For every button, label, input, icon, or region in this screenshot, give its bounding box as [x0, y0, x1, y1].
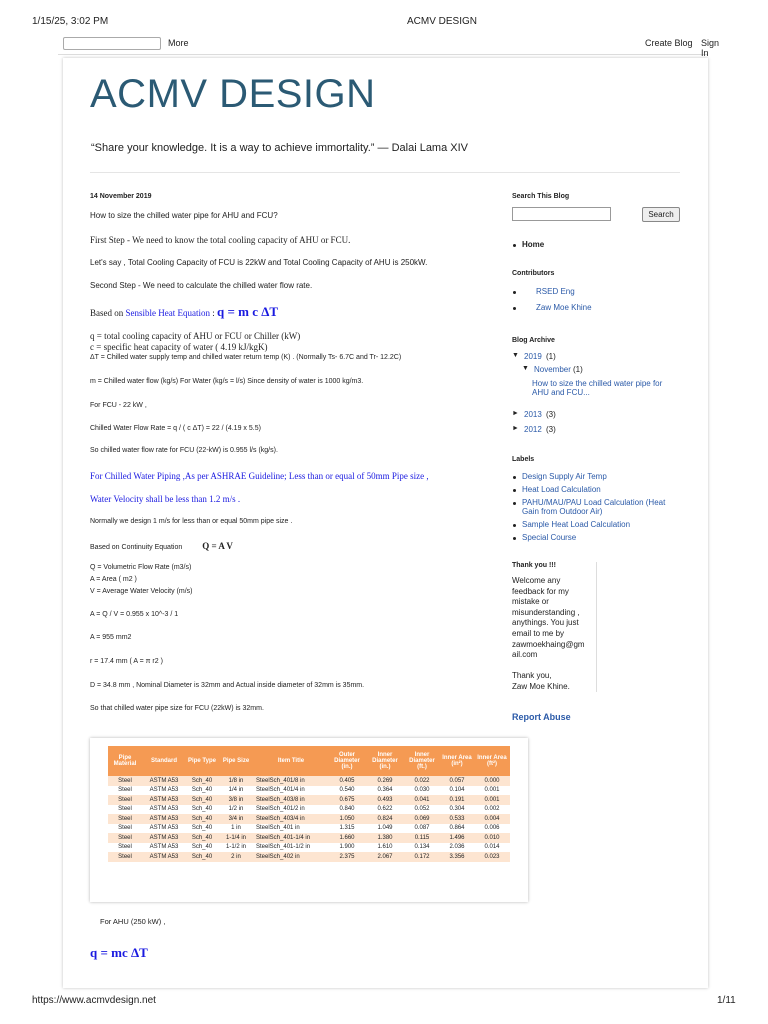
pipe-table-header-cell: Pipe Material — [108, 746, 142, 776]
search-widget-title: Search This Blog — [512, 193, 570, 200]
pipe-table-cell: 0.364 — [366, 786, 404, 796]
create-blog-link[interactable]: Create Blog — [645, 38, 693, 48]
bullet-icon — [513, 537, 516, 540]
more-link[interactable]: More — [168, 38, 189, 48]
pipe-table-cell: SteelSch_401 in — [254, 824, 328, 834]
pipe-table-header-cell: Standard — [142, 746, 186, 776]
pipe-table-cell: 0.041 — [404, 795, 440, 805]
conclusion: So that chilled water pipe size for FCU (22kW) is 32mm. — [90, 705, 264, 712]
pipe-table-cell: ASTM A53 — [142, 805, 186, 815]
sign-in-link[interactable]: Sign In — [701, 38, 720, 58]
normally-design: Normally we design 1 m/s for less than or equal 50mm pipe size . — [90, 518, 293, 525]
pipe-table-cell: Steel — [108, 776, 142, 786]
pipe-table-cell: 0.030 — [404, 786, 440, 796]
bullet-icon — [513, 307, 516, 310]
pipe-table-cell: ASTM A53 — [142, 786, 186, 796]
thanks-line: mistake or — [512, 597, 549, 607]
bullet-icon — [513, 291, 516, 294]
pipe-table-cell: 1.496 — [440, 833, 474, 843]
pipe-table-cell: 0.405 — [328, 776, 366, 786]
bullet-icon — [513, 489, 516, 492]
search-button[interactable]: Search — [642, 207, 680, 222]
labels-title: Labels — [512, 456, 535, 463]
post-lets-say: Let's say , Total Cooling Capacity of FCU is 22kW and Total Cooling Capacity of AHU is 250kW. — [90, 258, 428, 267]
pipe-table-row — [108, 776, 510, 786]
pipe-table-cell: Steel — [108, 833, 142, 843]
continuity-text: Based on Continuity Equation — [90, 544, 183, 551]
pipe-table-cell: Steel — [108, 795, 142, 805]
pipe-table-row — [108, 786, 510, 796]
label-link[interactable]: Sample Heat Load Calculation — [522, 520, 631, 529]
blog-description: “Share your knowledge. It is a way to achieve immortality.” — Dalai Lama XIV — [91, 142, 469, 154]
pipe-table-cell: 0.104 — [440, 786, 474, 796]
pipe-size-table — [108, 746, 510, 862]
pipe-table-cell: SteelSch_403/8 in — [254, 795, 328, 805]
pipe-table-image[interactable] — [90, 738, 528, 902]
pipe-table-header-cell: Inner Diameter (in.) — [366, 746, 404, 776]
print-doc-title: ACMV DESIGN — [407, 16, 478, 27]
label-link[interactable]: Special Course — [522, 533, 577, 542]
pipe-table-cell: 3/4 in — [218, 814, 254, 824]
thanks-line: feedback for my — [512, 586, 569, 596]
pipe-table-cell: ASTM A53 — [142, 843, 186, 853]
bullet-icon — [513, 476, 516, 479]
archive-2012-link[interactable]: 2012 — [524, 425, 542, 434]
thanks-line: anythings. You just — [512, 618, 579, 628]
archive-title: Blog Archive — [512, 337, 555, 344]
pipe-table-cell: 0.010 — [474, 833, 510, 843]
ashrae-guideline-1: For Chilled Water Piping ,As per ASHRAE Guideline; Less than or equal of 50mm Pipe size , — [90, 471, 429, 481]
pipe-table-cell: Steel — [108, 786, 142, 796]
heat-equation: q = m c ΔT — [217, 304, 279, 319]
post-date: 14 November 2019 — [90, 193, 152, 200]
pipe-table-cell: 0.115 — [404, 833, 440, 843]
pipe-table-cell: Steel — [108, 805, 142, 815]
pipe-table-cell: 0.001 — [474, 786, 510, 796]
pipe-table-cell: 0.002 — [474, 805, 510, 815]
pipe-table-cell: 0.304 — [440, 805, 474, 815]
ashrae-guideline-2: Water Velocity shall be less than 1.2 m/s . — [90, 494, 241, 504]
print-datetime: 1/15/25, 3:02 PM — [32, 16, 109, 27]
def-A: A = Area ( m2 ) — [90, 576, 137, 583]
thanks-line: Thank you, — [512, 671, 552, 681]
archive-2019-link[interactable]: 2019 — [524, 352, 542, 361]
pipe-table-row — [108, 805, 510, 815]
contributor-link[interactable]: RSED Eng — [536, 287, 575, 296]
pipe-table-cell: 0.022 — [404, 776, 440, 786]
def-q: q = total cooling capacity of AHU or FCU or Chiller (kW) — [90, 331, 301, 341]
bullet-icon — [513, 244, 516, 247]
home-link[interactable]: Home — [522, 240, 545, 249]
pipe-table-cell: Sch_40 — [186, 814, 218, 824]
bullet-icon — [513, 524, 516, 527]
thanks-message — [512, 576, 585, 693]
pipe-table-cell: 1.315 — [328, 824, 366, 834]
post-step2: Second Step - We need to calculate the chilled water flow rate. — [90, 281, 313, 290]
flow-rate-calc: Chilled Water Flow Rate = q / ( c ΔT) = 22 / (4.19 x 5.5) — [90, 425, 261, 432]
pipe-table-cell: 0.824 — [366, 814, 404, 824]
blogger-navbar — [58, 34, 720, 58]
pipe-table-cell: SteelSch_401/8 in — [254, 776, 328, 786]
archive-november-count: (1) — [573, 365, 583, 374]
thanks-line: misunderstanding , — [512, 607, 580, 617]
flow-rate-result: So chilled water flow rate for FCU (22-kW) is 0.955 l/s (kg/s). — [90, 447, 278, 454]
pipe-table-cell: 1.050 — [328, 814, 366, 824]
pipe-table-cell: Sch_40 — [186, 786, 218, 796]
pipe-table-cell: 0.000 — [474, 776, 510, 786]
archive-2019-count: (1) — [546, 352, 556, 361]
pipe-table-cell: 0.087 — [404, 824, 440, 834]
pipe-table-row — [108, 833, 510, 843]
pipe-table-cell: 2.375 — [328, 852, 366, 862]
continuity-line — [90, 541, 233, 551]
pipe-table-header-cell: Pipe Type — [186, 746, 218, 776]
pipe-table-cell: 0.006 — [474, 824, 510, 834]
r-result: r = 17.4 mm ( A = π r2 ) — [90, 658, 163, 665]
pipe-table-row — [108, 852, 510, 862]
pipe-table-cell: 0.001 — [474, 795, 510, 805]
pipe-table-cell: ASTM A53 — [142, 852, 186, 862]
pipe-table-cell: 1/4 in — [218, 786, 254, 796]
pipe-table-cell: Sch_40 — [186, 843, 218, 853]
sensible-heat-line — [90, 304, 278, 320]
colon-text: : — [209, 308, 217, 318]
based-on-text: Based on — [90, 308, 124, 318]
print-page-number: 1/11 — [717, 995, 736, 1006]
pipe-table-cell: 0.269 — [366, 776, 404, 786]
pipe-table-cell: ASTM A53 — [142, 833, 186, 843]
collapse-toggle-icon[interactable]: ► — [512, 425, 519, 432]
archive-2013-link[interactable]: 2013 — [524, 410, 542, 419]
blog-search-input[interactable] — [512, 207, 611, 221]
thanks-line: Zaw Moe Khine. — [512, 681, 570, 691]
pipe-table-cell: 0.004 — [474, 814, 510, 824]
def-m: m = Chilled water flow (kg/s) For Water (kg/s = l/s) Since density of water is 1000 kg/m3. — [90, 378, 364, 385]
pipe-table-cell: 0.864 — [440, 824, 474, 834]
pipe-table-cell: 1-1/4 in — [218, 833, 254, 843]
pipe-table-cell: 0.533 — [440, 814, 474, 824]
pipe-table-cell: Steel — [108, 824, 142, 834]
pipe-table-wrap — [108, 746, 510, 862]
pipe-table-cell: 1.380 — [366, 833, 404, 843]
collapse-toggle-icon[interactable]: ► — [512, 410, 519, 417]
pipe-table-header-cell: Inner Diameter (ft.) — [404, 746, 440, 776]
D-result: D = 34.8 mm , Nominal Diameter is 32mm and Actual inside diameter of 32mm is 35mm. — [90, 682, 365, 689]
pipe-table-cell: 2.036 — [440, 843, 474, 853]
pipe-table-cell: 0.069 — [404, 814, 440, 824]
thanks-line: zawmoekhaing@gm — [512, 639, 585, 649]
thanks-title: Thank you !!! — [512, 562, 556, 569]
archive-post-link[interactable]: How to size the chilled water pipe for AHU and FCU... — [532, 379, 663, 397]
contributor-link[interactable]: Zaw Moe Khine — [536, 303, 592, 312]
pipe-table-cell: Steel — [108, 852, 142, 862]
pipe-table-cell: 2.067 — [366, 852, 404, 862]
pipe-table-header — [108, 746, 510, 776]
pipe-table-cell: Sch_40 — [186, 833, 218, 843]
sensible-heat-link[interactable]: Sensible Heat Equation — [125, 308, 210, 318]
pipe-table-row — [108, 795, 510, 805]
def-c: c = specific heat capacity of water ( 4.19 kJ/kgK) — [90, 342, 268, 352]
pipe-table-cell: SteelSch_401/4 in — [254, 786, 328, 796]
pipe-table-cell: 0.052 — [404, 805, 440, 815]
pipe-table-row — [108, 824, 510, 834]
pipe-table-header-cell: Outer Diameter (in.) — [328, 746, 366, 776]
pipe-table-row — [108, 843, 510, 853]
thanks-line: ail.com — [512, 650, 538, 660]
pipe-table-row — [108, 814, 510, 824]
pipe-table-cell: 1/8 in — [218, 776, 254, 786]
pipe-table-cell: 0.840 — [328, 805, 366, 815]
pipe-table-cell: 3.356 — [440, 852, 474, 862]
pipe-table-cell: 1.900 — [328, 843, 366, 853]
def-Q: Q = Volumetric Flow Rate (m3/s) — [90, 564, 192, 571]
pipe-table-cell: 1.610 — [366, 843, 404, 853]
pipe-table-header-cell: Inner Area (ft²) — [474, 746, 510, 776]
archive-2012-count: (3) — [546, 425, 556, 434]
pipe-table-cell: 0.023 — [474, 852, 510, 862]
label-link[interactable]: Heat Load Calculation — [522, 485, 601, 494]
thanks-line: Welcome any — [512, 576, 561, 585]
pipe-table-cell: 0.057 — [440, 776, 474, 786]
pipe-table-cell: 0.172 — [404, 852, 440, 862]
post-step1: First Step - We need to know the total cooling capacity of AHU or FCU. — [90, 235, 351, 245]
pipe-table-cell: ASTM A53 — [142, 814, 186, 824]
thanks-divider — [596, 562, 597, 692]
pipe-table-cell: 1/2 in — [218, 805, 254, 815]
pipe-table-cell: SteelSch_402 in — [254, 852, 328, 862]
pipe-table-header-cell: Pipe Size — [218, 746, 254, 776]
pipe-table-cell: 1.660 — [328, 833, 366, 843]
pipe-table-cell: 0.493 — [366, 795, 404, 805]
pipe-table-cell: SteelSch_403/4 in — [254, 814, 328, 824]
pipe-table-cell: 0.675 — [328, 795, 366, 805]
fcu-heading: For FCU - 22 kW , — [90, 402, 147, 409]
pipe-table-cell: Sch_40 — [186, 795, 218, 805]
post-question: How to size the chilled water pipe for AHU and FCU? — [90, 211, 278, 220]
pipe-table-cell: Sch_40 — [186, 852, 218, 862]
pipe-table-cell: Sch_40 — [186, 824, 218, 834]
pipe-table-cell: SteelSch_401/2 in — [254, 805, 328, 815]
thanks-line: email to me by — [512, 628, 565, 638]
pipe-table-cell: Steel — [108, 814, 142, 824]
pipe-table-header-cell: Item Title — [254, 746, 328, 776]
pipe-table-cell: 0.622 — [366, 805, 404, 815]
expand-toggle-icon[interactable]: ▼ — [522, 365, 529, 372]
pipe-table-cell: Sch_40 — [186, 776, 218, 786]
header-divider — [90, 172, 680, 173]
pipe-table-cell: ASTM A53 — [142, 824, 186, 834]
archive-2013-count: (3) — [546, 410, 556, 419]
ahu-heading: For AHU (250 kW) , — [100, 917, 166, 926]
pipe-table-cell: SteelSch_401-1/4 in — [254, 833, 328, 843]
def-dt: ΔT = Chilled water supply temp and chilled water return temp (K) . (Normally Ts- 6.7C and Tr- 12.2C) — [90, 354, 402, 361]
A-result: A = 955 mm2 — [90, 634, 132, 641]
report-abuse-link[interactable]: Report Abuse — [512, 712, 571, 722]
pipe-table-header-cell: Inner Area (in²) — [440, 746, 474, 776]
blog-title[interactable]: ACMV DESIGN — [90, 72, 376, 116]
pipe-table-cell: 0.540 — [328, 786, 366, 796]
pipe-table-cell: SteelSch_401-1/2 in — [254, 843, 328, 853]
label-link[interactable]: Design Supply Air Temp — [522, 472, 607, 481]
pipe-table-cell: 0.191 — [440, 795, 474, 805]
pipe-table-cell: ASTM A53 — [142, 776, 186, 786]
archive-november-link[interactable]: November — [534, 365, 571, 374]
continuity-equation: Q = A V — [202, 541, 233, 551]
expand-toggle-icon[interactable]: ▼ — [512, 352, 519, 359]
print-url: https://www.acmvdesign.net — [32, 995, 156, 1006]
pipe-table-cell: 0.134 — [404, 843, 440, 853]
bullet-icon — [513, 502, 516, 505]
thanks-line — [512, 661, 585, 672]
def-V: V = Average Water Velocity (m/s) — [90, 588, 193, 595]
navbar-search-input[interactable] — [63, 37, 161, 50]
heat-equation-2: q = mc ΔT — [90, 945, 148, 960]
pipe-table-cell: 1 in — [218, 824, 254, 834]
pipe-table-cell: 1.049 — [366, 824, 404, 834]
contributors-title: Contributors — [512, 270, 555, 277]
pipe-table-cell: ASTM A53 — [142, 795, 186, 805]
pipe-table-cell: Steel — [108, 843, 142, 853]
pipe-table-cell: 1-1/2 in — [218, 843, 254, 853]
pipe-table-cell: Sch_40 — [186, 805, 218, 815]
pipe-table-cell: 2 in — [218, 852, 254, 862]
label-link[interactable]: PAHU/MAU/PAU Load Calculation (Heat Gain from Outdoor Air) — [522, 498, 666, 516]
pipe-table-cell: 0.014 — [474, 843, 510, 853]
calc-A: A = Q / V = 0.955 x 10^-3 / 1 — [90, 611, 179, 618]
pipe-table-cell: 3/8 in — [218, 795, 254, 805]
